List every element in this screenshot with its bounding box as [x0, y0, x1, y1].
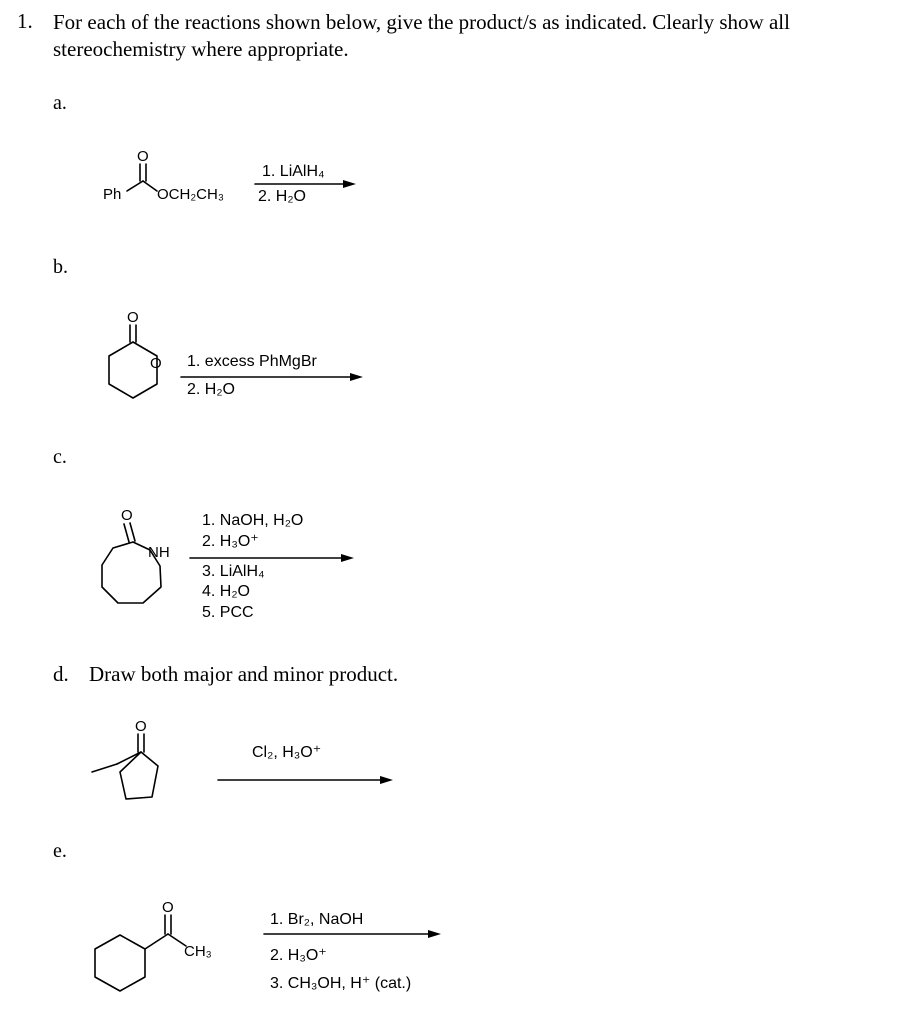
- reagent-c-5: 5. PCC: [202, 604, 254, 621]
- part-a-label: a.: [53, 92, 67, 114]
- arrowhead-e: [428, 930, 441, 938]
- part-b-label: b.: [53, 256, 68, 278]
- atom-a-ethoxy: OCH₂CH₃: [157, 186, 224, 203]
- reagent-e-3: 3. CH₃OH, H⁺ (cat.): [270, 975, 412, 992]
- reagent-a-2: 2. H₂O: [258, 188, 306, 205]
- reagent-e-1: 1. Br₂, NaOH: [270, 911, 364, 928]
- reagent-c-1: 1. NaOH, H₂O: [202, 512, 304, 529]
- part-e-label: e.: [53, 840, 67, 862]
- ketone-structure-d: [92, 734, 158, 799]
- lactam-structure-c: [102, 523, 161, 603]
- atom-b-ring-o: O: [150, 355, 162, 372]
- question-prompt: For each of the reactions shown below, give the product/s as indicated. Clearly show all stereochemistry where appropriate.: [53, 10, 790, 61]
- reagent-c-4: 4. H₂O: [202, 583, 250, 600]
- atom-a-carbonyl-o: O: [137, 148, 149, 165]
- reagent-c-2: 2. H₃O⁺: [202, 533, 259, 550]
- reagent-a-1: 1. LiAlH₄: [262, 163, 325, 180]
- reagent-e-2: 2. H₃O⁺: [270, 947, 327, 964]
- atom-e-methyl: CH₃: [184, 943, 212, 960]
- ester-structure-a: [127, 164, 157, 191]
- reagent-c-3: 3. LiAlH₄: [202, 563, 265, 580]
- reagent-d-1: Cl₂, H₃O⁺: [252, 744, 322, 761]
- question-number: 1.: [17, 9, 33, 33]
- atom-a-ph: Ph: [103, 186, 122, 203]
- arrowhead-a: [343, 180, 356, 188]
- atom-d-carbonyl-o: O: [135, 718, 147, 735]
- part-d-instruction: Draw both major and minor product.: [89, 662, 399, 686]
- atom-c-ring-nh: NH: [148, 544, 170, 561]
- arrowhead-b: [350, 373, 363, 381]
- part-c-label: c.: [53, 446, 67, 468]
- arrowhead-c: [341, 554, 354, 562]
- arrowhead-d: [380, 776, 393, 784]
- part-d-label: d.: [53, 662, 69, 686]
- atom-c-carbonyl-o: O: [121, 507, 133, 524]
- atom-b-carbonyl-o: O: [127, 309, 139, 326]
- reagent-b-2: 2. H₂O: [187, 381, 235, 398]
- reagent-b-1: 1. excess PhMgBr: [187, 353, 317, 370]
- atom-e-carbonyl-o: O: [162, 899, 174, 916]
- ketone-structure-e: [95, 915, 186, 991]
